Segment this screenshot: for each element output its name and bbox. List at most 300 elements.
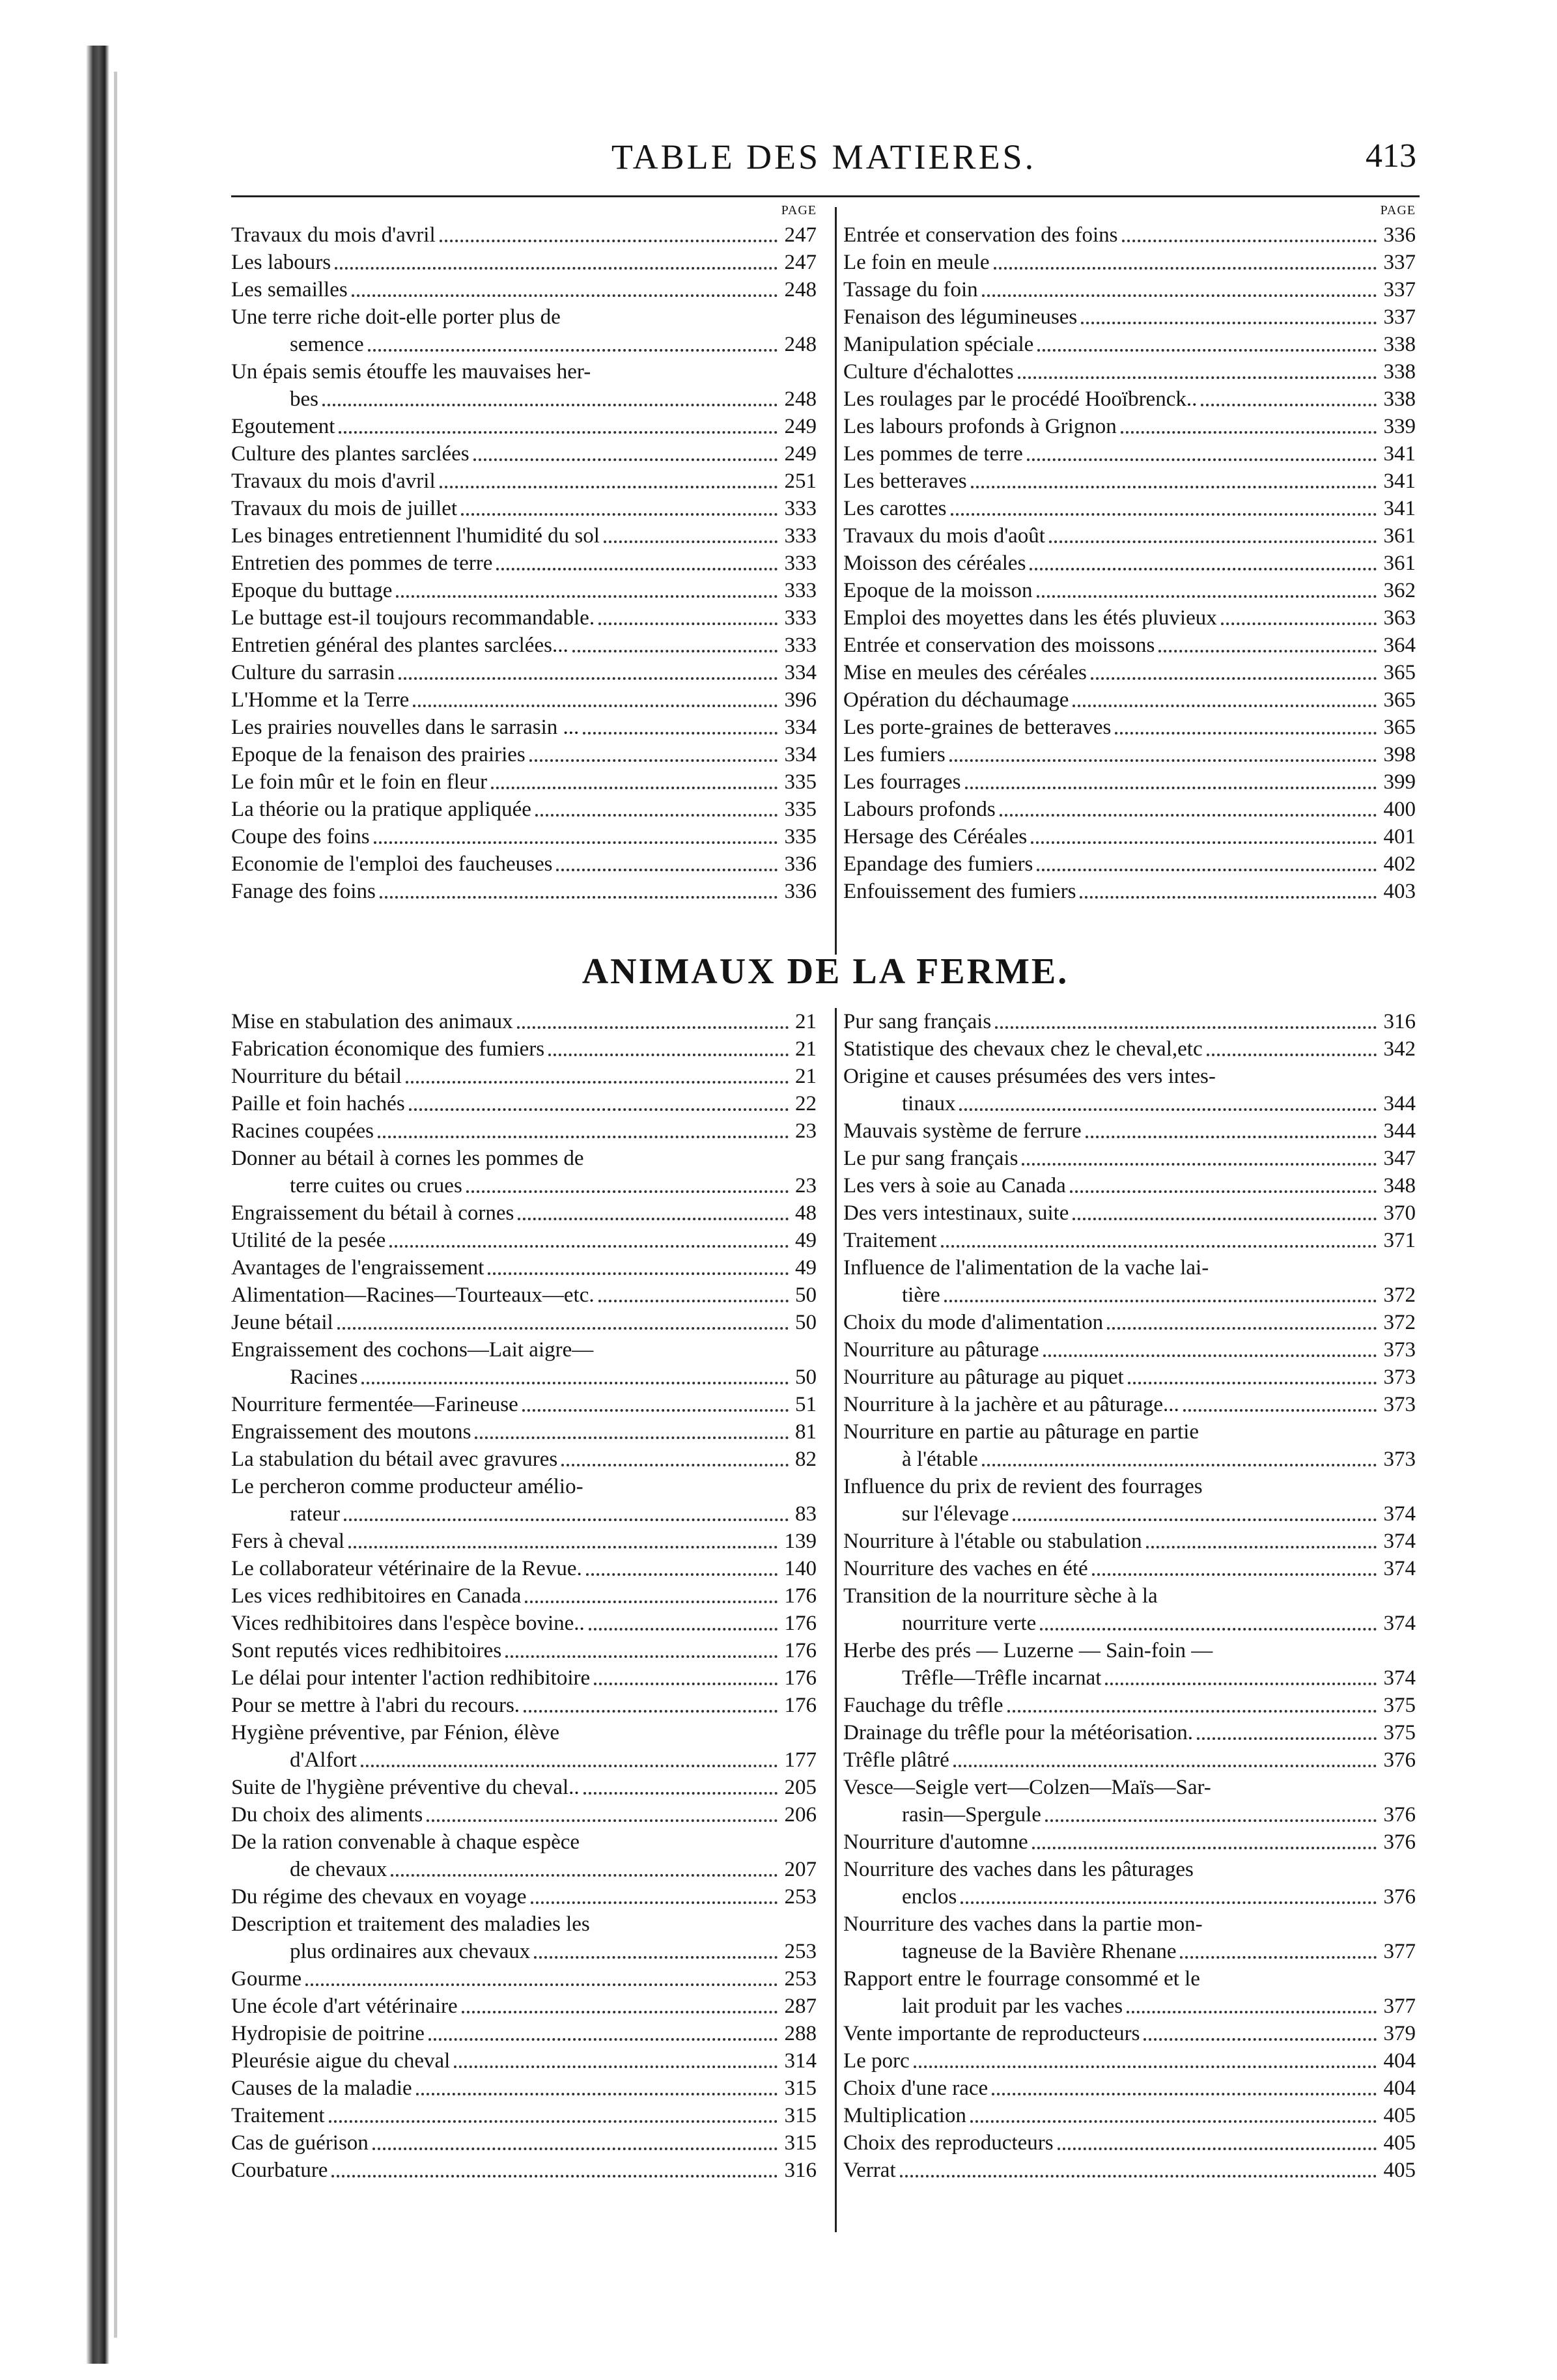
toc-entry-page: 376 — [1383, 1885, 1416, 1909]
toc-entry-page: 249 — [784, 442, 817, 466]
dot-leader — [1058, 2148, 1377, 2150]
toc-column-bottom-right — [843, 1008, 1420, 2184]
dot-leader — [466, 1190, 789, 1193]
toc-entry-page: 396 — [784, 688, 817, 712]
toc-entry-page: 247 — [784, 251, 817, 274]
toc-entry-title: Transition de la nourriture sèche à la — [843, 1584, 1158, 1608]
toc-entry — [843, 1008, 1420, 1035]
dot-leader — [982, 1464, 1377, 1466]
toc-entry — [843, 1883, 1420, 1911]
dot-leader — [409, 1108, 789, 1111]
toc-entry-page: 370 — [1383, 1201, 1416, 1225]
toc-entry — [843, 2129, 1420, 2157]
toc-entry-title: Origine et causes présumées des vers intes- — [843, 1065, 1216, 1088]
dot-leader — [1183, 1409, 1377, 1412]
toc-entry-page: 249 — [784, 415, 817, 438]
toc-entry-page: 376 — [1383, 1803, 1416, 1827]
toc-entry-title: Culture d'échalottes — [843, 360, 1014, 384]
toc-entry — [843, 303, 1420, 331]
toc-entry-title: Utilité de la pesée — [231, 1229, 386, 1252]
toc-entry — [843, 221, 1420, 249]
toc-entry — [231, 2157, 821, 2184]
toc-entry-page: 337 — [1383, 305, 1416, 329]
page-header — [231, 137, 1416, 182]
dot-leader — [1143, 2038, 1377, 2041]
toc-entry-page: 176 — [784, 1639, 817, 1662]
dot-leader — [380, 896, 778, 899]
toc-entry — [843, 741, 1420, 768]
toc-entry-title: Fers à cheval — [231, 1530, 345, 1553]
toc-entry-title: Les vices redhibitoires en Canada — [231, 1584, 522, 1608]
toc-entry-page: 336 — [1383, 223, 1416, 247]
dot-leader — [348, 1546, 778, 1548]
toc-entry-page: 372 — [1383, 1283, 1416, 1307]
toc-entry-title: Le collaborateur vétérinaire de la Revue. — [231, 1557, 582, 1580]
dot-leader — [361, 1382, 789, 1384]
toc-entry-title: Le buttage est-il toujours recommandable. — [231, 606, 595, 630]
toc-entry — [843, 413, 1420, 440]
toc-entry — [231, 2047, 821, 2075]
toc-entry-title: Les labours — [231, 251, 331, 274]
toc-entry-title: Epoque de la fenaison des prairies — [231, 743, 526, 766]
dot-leader — [594, 1683, 778, 1685]
dot-leader — [1121, 431, 1377, 434]
toc-entry — [231, 2102, 821, 2129]
toc-entry-title: Description et traitement des maladies les — [231, 1912, 590, 1936]
toc-entry-title: nourriture verte — [902, 1612, 1037, 1635]
toc-entry — [231, 1746, 821, 1774]
dot-leader — [461, 513, 778, 516]
toc-entry-title: Une école d'art vétérinaire — [231, 1995, 458, 2018]
dot-leader — [462, 2011, 778, 2013]
toc-entry — [231, 1528, 821, 1555]
toc-entry — [843, 1746, 1420, 1774]
toc-entry-page: 377 — [1383, 1940, 1416, 1963]
dot-leader — [1081, 322, 1377, 324]
toc-entry-page: 375 — [1383, 1694, 1416, 1717]
toc-entry — [843, 1828, 1420, 1856]
toc-entry-page: 341 — [1383, 469, 1416, 493]
toc-entry-title: Racines — [290, 1365, 358, 1389]
toc-entry-title: Les porte-graines de betteraves — [843, 716, 1112, 739]
dot-leader — [496, 568, 778, 570]
dot-leader — [604, 540, 778, 543]
toc-entry — [231, 440, 821, 468]
dot-leader — [1032, 1847, 1377, 1849]
toc-entry — [843, 2047, 1420, 2075]
dot-leader — [1201, 404, 1377, 406]
toc-entry — [843, 577, 1420, 604]
toc-entry-title: Travaux du mois d'avril — [231, 469, 436, 493]
toc-entry-title: Pleurésie aigue du cheval — [231, 2049, 451, 2073]
toc-entry-page: 373 — [1383, 1365, 1416, 1389]
toc-entry — [231, 577, 821, 604]
toc-entry-title: rasin—Spergule — [902, 1803, 1041, 1827]
toc-entry — [843, 1199, 1420, 1227]
toc-entry — [231, 768, 821, 796]
toc-entry-title: Un épais semis étouffe les mauvaises her- — [231, 360, 591, 384]
toc-entry-title: Engraissement du bétail à cornes — [231, 1201, 514, 1225]
toc-entry-title: Nourriture des vaches dans la partie mon- — [843, 1912, 1203, 1936]
toc-entry — [843, 714, 1420, 741]
toc-entry — [231, 850, 821, 878]
toc-entry-title: Alimentation—Racines—Tourteaux—etc. — [231, 1283, 595, 1307]
toc-entry-title: Egoutement — [231, 415, 335, 438]
toc-entry-page: 314 — [784, 2049, 817, 2073]
toc-entry-title: Les binages entretiennent l'humidité du sol — [231, 524, 600, 548]
dot-leader — [331, 2175, 778, 2177]
toc-entry-title: Mauvais système de ferrure — [843, 1119, 1082, 1143]
dot-leader — [1049, 540, 1377, 543]
page-title: TABLE DES MATIERES. — [611, 137, 1037, 176]
toc-entry — [843, 331, 1420, 358]
toc-entry-page: 344 — [1383, 1119, 1416, 1143]
dot-leader — [1007, 1710, 1377, 1713]
toc-entry-title: Le pur sang français — [843, 1147, 1018, 1170]
toc-entry-title: Moisson des céréales — [843, 552, 1026, 575]
toc-entry-title: Epandage des fumiers — [843, 852, 1033, 876]
toc-entry-page: 22 — [795, 1092, 817, 1115]
toc-entry-title: Les vers à soie au Canada — [843, 1174, 1066, 1197]
toc-entry — [231, 1035, 821, 1063]
toc-entry — [231, 550, 821, 577]
toc-entry-title: plus ordinaires aux chevaux — [290, 1940, 531, 1963]
dot-leader — [583, 732, 778, 735]
toc-entry-title: bes — [290, 387, 318, 411]
toc-entry-page: 248 — [784, 387, 817, 411]
toc-entry-title: semence — [290, 333, 364, 356]
toc-entry — [843, 1856, 1420, 1883]
toc-entry — [231, 495, 821, 522]
toc-entry-page: 361 — [1383, 552, 1416, 575]
dot-leader — [522, 1409, 789, 1412]
toc-entry-page: 341 — [1383, 497, 1416, 520]
toc-entry — [843, 1911, 1420, 1938]
toc-entry-page: 362 — [1383, 579, 1416, 602]
toc-entry-page: 338 — [1383, 387, 1416, 411]
toc-entry-title: Culture du sarrasin — [231, 661, 395, 684]
toc-entry-page: 316 — [784, 2159, 817, 2182]
toc-entry — [231, 659, 821, 686]
toc-entry-title: Les pommes de terre — [843, 442, 1023, 466]
toc-entry-title: Pur sang français — [843, 1010, 992, 1033]
toc-entry-title: Les semailles — [231, 278, 348, 301]
dot-leader — [389, 1245, 789, 1248]
dot-leader — [335, 267, 778, 270]
toc-entry-title: Fanage des foins — [231, 880, 376, 903]
toc-entry-page: 50 — [795, 1283, 817, 1307]
dot-leader — [970, 2120, 1377, 2123]
toc-entry-title: Entretien des pommes de terre — [231, 552, 493, 575]
toc-entry — [843, 1993, 1420, 2020]
toc-entry-title: Emploi des moyettes dans les étés pluvieux — [843, 606, 1217, 630]
toc-entry-page: 372 — [1383, 1311, 1416, 1334]
toc-entry — [843, 276, 1420, 303]
toc-entry-title: Influence du prix de revient des fourrages — [843, 1475, 1203, 1498]
toc-entry-page: 365 — [1383, 716, 1416, 739]
toc-entry-title: Nourriture au pâturage au piquet — [843, 1365, 1124, 1389]
dot-leader — [339, 431, 778, 434]
toc-entry-page: 401 — [1383, 825, 1416, 848]
column-divider-top — [835, 207, 837, 955]
toc-entry-page: 377 — [1383, 1995, 1416, 2018]
toc-entry-title: Une terre riche doit-elle porter plus de — [231, 305, 561, 329]
toc-entry-title: Les fourrages — [843, 770, 961, 794]
dot-leader — [1207, 1054, 1377, 1056]
toc-entry-title: Fenaison des légumineuses — [843, 305, 1078, 329]
dot-leader — [1027, 458, 1377, 461]
dot-leader — [344, 1519, 789, 1521]
toc-entry-title: Fabrication économique des fumiers — [231, 1037, 545, 1061]
toc-entry-page: 50 — [795, 1311, 817, 1334]
dot-leader — [965, 787, 1377, 789]
toc-entry — [843, 1774, 1420, 1801]
toc-entry-page: 376 — [1383, 1748, 1416, 1772]
toc-entry — [843, 823, 1420, 850]
dot-leader — [505, 1655, 778, 1658]
toc-entry-page: 335 — [784, 770, 817, 794]
toc-entry-title: Manipulation spéciale — [843, 333, 1034, 356]
toc-entry-title: Nourriture à l'étable ou stabulation — [843, 1530, 1142, 1553]
dot-leader — [1115, 732, 1377, 735]
toc-entry-title: Choix du mode d'alimentation — [843, 1311, 1104, 1334]
dot-leader — [1045, 1819, 1377, 1822]
toc-entry — [843, 1692, 1420, 1719]
toc-entry-title: Economie de l'emploi des faucheuses — [231, 852, 553, 876]
toc-column-top-right — [843, 203, 1420, 905]
toc-entry-title: Le percheron comme producteur amélio- — [231, 1475, 583, 1498]
binding-shadow — [114, 72, 117, 2338]
dot-leader — [1018, 376, 1377, 379]
dot-leader — [900, 2175, 1377, 2177]
section-title: ANIMAUX DE LA FERME. — [582, 951, 1069, 992]
toc-entry-title: sur l'élevage — [902, 1502, 1009, 1526]
toc-entry-title: Trêfle plâtré — [843, 1748, 949, 1772]
dot-leader — [529, 759, 778, 762]
toc-entry-title: Mise en stabulation des animaux — [231, 1010, 513, 1033]
dot-leader — [598, 1300, 789, 1302]
toc-entry — [843, 1473, 1420, 1500]
toc-entry-page: 140 — [784, 1557, 817, 1580]
dot-leader — [583, 1792, 778, 1795]
dot-leader — [352, 294, 778, 297]
toc-entry — [843, 522, 1420, 550]
toc-entry-page: 176 — [784, 1584, 817, 1608]
toc-entry — [231, 1117, 821, 1145]
toc-entry-page: 48 — [795, 1201, 817, 1225]
dot-leader — [396, 595, 778, 598]
toc-entry-title: L'Homme et la Terre — [231, 688, 410, 712]
toc-entry — [843, 878, 1420, 905]
toc-entry-title: à l'étable — [902, 1448, 978, 1471]
toc-entry-title: terre cuites ou crues — [290, 1174, 462, 1197]
dot-leader — [556, 869, 778, 871]
dot-leader — [598, 623, 778, 625]
dot-leader — [391, 1874, 778, 1877]
toc-entry-page: 347 — [1383, 1147, 1416, 1170]
dot-leader — [1080, 896, 1377, 899]
toc-entry — [843, 1965, 1420, 1993]
toc-entry-title: De la ration convenable à chaque espèce — [231, 1830, 580, 1854]
toc-column-bottom-left — [231, 1008, 821, 2184]
toc-entry — [843, 249, 1420, 276]
header-rule — [231, 195, 1420, 197]
toc-entry — [843, 1172, 1420, 1199]
toc-entry-page: 205 — [784, 1776, 817, 1799]
toc-entry — [231, 1063, 821, 1090]
toc-entry — [843, 1446, 1420, 1473]
dot-leader — [427, 1819, 778, 1822]
toc-entry-page: 337 — [1383, 278, 1416, 301]
toc-entry — [843, 1254, 1420, 1281]
toc-entry-title: Statistique des chevaux chez le cheval,etc — [843, 1037, 1203, 1061]
toc-entry — [231, 249, 821, 276]
dot-leader — [413, 705, 778, 707]
toc-entry-title: Le porc — [843, 2049, 910, 2073]
dot-leader — [589, 1628, 778, 1631]
toc-entry — [843, 2075, 1420, 2102]
toc-entry-title: Nourriture fermentée—Farineuse — [231, 1393, 518, 1416]
toc-entry-page: 373 — [1383, 1338, 1416, 1362]
toc-entry-page: 364 — [1383, 634, 1416, 657]
toc-entry-title: Choix des reproducteurs — [843, 2131, 1054, 2155]
toc-entry-page: 334 — [784, 716, 817, 739]
toc-entry — [843, 358, 1420, 385]
toc-entry — [231, 714, 821, 741]
dot-leader — [488, 1272, 789, 1275]
toc-entry-title: Nourriture des vaches en été — [843, 1557, 1088, 1580]
toc-entry-page: 21 — [795, 1065, 817, 1088]
toc-entry — [843, 1938, 1420, 1965]
dot-leader — [374, 841, 778, 844]
toc-entry-title: Travaux du mois de juillet — [231, 497, 458, 520]
toc-entry-page: 344 — [1383, 1092, 1416, 1115]
toc-entry — [843, 1364, 1420, 1391]
toc-entry — [843, 604, 1420, 632]
dot-leader — [1073, 1218, 1377, 1220]
toc-entry-title: Herbe des prés — Luzerne — Sain-foin — — [843, 1639, 1213, 1662]
dot-leader — [440, 486, 778, 488]
dot-leader — [914, 2065, 1377, 2068]
dot-leader — [524, 1710, 778, 1713]
dot-leader — [337, 1327, 789, 1330]
toc-entry-title: enclos — [902, 1885, 957, 1909]
dot-leader — [1037, 349, 1377, 352]
toc-entry — [231, 878, 821, 905]
dot-leader — [416, 2093, 778, 2095]
toc-entry — [231, 1227, 821, 1254]
dot-leader — [992, 2093, 1377, 2095]
toc-entry — [231, 1446, 821, 1473]
toc-entry-title: Opération du déchaumage — [843, 688, 1069, 712]
toc-entry — [231, 303, 821, 331]
dot-leader — [1180, 1956, 1377, 1959]
toc-entry — [231, 1856, 821, 1883]
toc-entry-title: Vesce—Seigle vert—Colzen—Maïs—Sar- — [843, 1776, 1211, 1799]
toc-entry-title: Causes de la maladie — [231, 2077, 412, 2100]
toc-entry-page: 373 — [1383, 1393, 1416, 1416]
toc-entry-page: 51 — [795, 1393, 817, 1416]
dot-leader — [305, 1983, 778, 1986]
toc-entry — [231, 2075, 821, 2102]
dot-leader — [473, 458, 778, 461]
toc-entry — [231, 1993, 821, 2020]
toc-entry-page: 139 — [784, 1530, 817, 1553]
dot-leader — [1128, 1382, 1377, 1384]
toc-entry-title: Les betteraves — [843, 469, 967, 493]
toc-entry-page: 338 — [1383, 360, 1416, 384]
toc-entry — [231, 358, 821, 385]
toc-entry — [843, 2102, 1420, 2129]
dot-leader — [1107, 1327, 1377, 1330]
toc-entry-title: Enfouissement des fumiers — [843, 880, 1076, 903]
toc-entry — [231, 1008, 821, 1035]
dot-leader — [454, 2065, 778, 2068]
dot-leader — [1122, 240, 1377, 242]
toc-entry-page: 49 — [795, 1229, 817, 1252]
toc-entry — [843, 1610, 1420, 1637]
toc-entry — [231, 2129, 821, 2157]
dot-leader — [406, 1081, 789, 1084]
toc-entry-page: 403 — [1383, 880, 1416, 903]
toc-entry-page: 333 — [784, 497, 817, 520]
toc-entry-page: 336 — [784, 880, 817, 903]
toc-entry-page: 373 — [1383, 1448, 1416, 1471]
toc-entry — [231, 1418, 821, 1446]
toc-entry — [843, 1035, 1420, 1063]
toc-entry — [843, 632, 1420, 659]
toc-entry-page: 315 — [784, 2077, 817, 2100]
toc-entry-page: 207 — [784, 1858, 817, 1881]
toc-entry-title: Cas de guérison — [231, 2131, 369, 2155]
toc-entry-page: 176 — [784, 1694, 817, 1717]
toc-entry-page: 333 — [784, 552, 817, 575]
toc-entry — [843, 1117, 1420, 1145]
dot-leader — [548, 1054, 789, 1056]
dot-leader — [1040, 1628, 1377, 1631]
toc-entry-title: tière — [902, 1283, 940, 1307]
toc-entry — [231, 331, 821, 358]
toc-entry — [843, 2020, 1420, 2047]
toc-entry-page: 247 — [784, 223, 817, 247]
toc-entry-title: Le délai pour intenter l'action redhibitoire — [231, 1666, 591, 1690]
dot-leader — [1030, 568, 1377, 570]
toc-entry-page: 371 — [1383, 1229, 1416, 1252]
toc-entry — [231, 1555, 821, 1582]
toc-entry — [843, 1281, 1420, 1309]
toc-entry — [231, 1090, 821, 1117]
toc-entry — [231, 796, 821, 823]
toc-entry — [843, 1227, 1420, 1254]
toc-entry-page: 405 — [1383, 2131, 1416, 2155]
toc-entry-page: 374 — [1383, 1502, 1416, 1526]
toc-entry-title: Entrée et conservation des moissons — [843, 634, 1155, 657]
toc-entry-title: Travaux du mois d'août — [843, 524, 1045, 548]
toc-entry-page: 248 — [784, 333, 817, 356]
toc-entry-title: Verrat — [843, 2159, 896, 2182]
toc-entry-page: 374 — [1383, 1612, 1416, 1635]
toc-entry-title: Nourriture en partie au pâturage en partie — [843, 1420, 1199, 1444]
toc-entry — [231, 1610, 821, 1637]
toc-entry — [843, 1528, 1420, 1555]
toc-entry — [231, 2020, 821, 2047]
dot-leader — [322, 404, 778, 406]
toc-entry — [231, 1199, 821, 1227]
toc-entry-page: 82 — [795, 1448, 817, 1471]
toc-entry-title: Fauchage du trêfle — [843, 1694, 1003, 1717]
toc-entry — [231, 1391, 821, 1418]
toc-entry — [231, 686, 821, 714]
